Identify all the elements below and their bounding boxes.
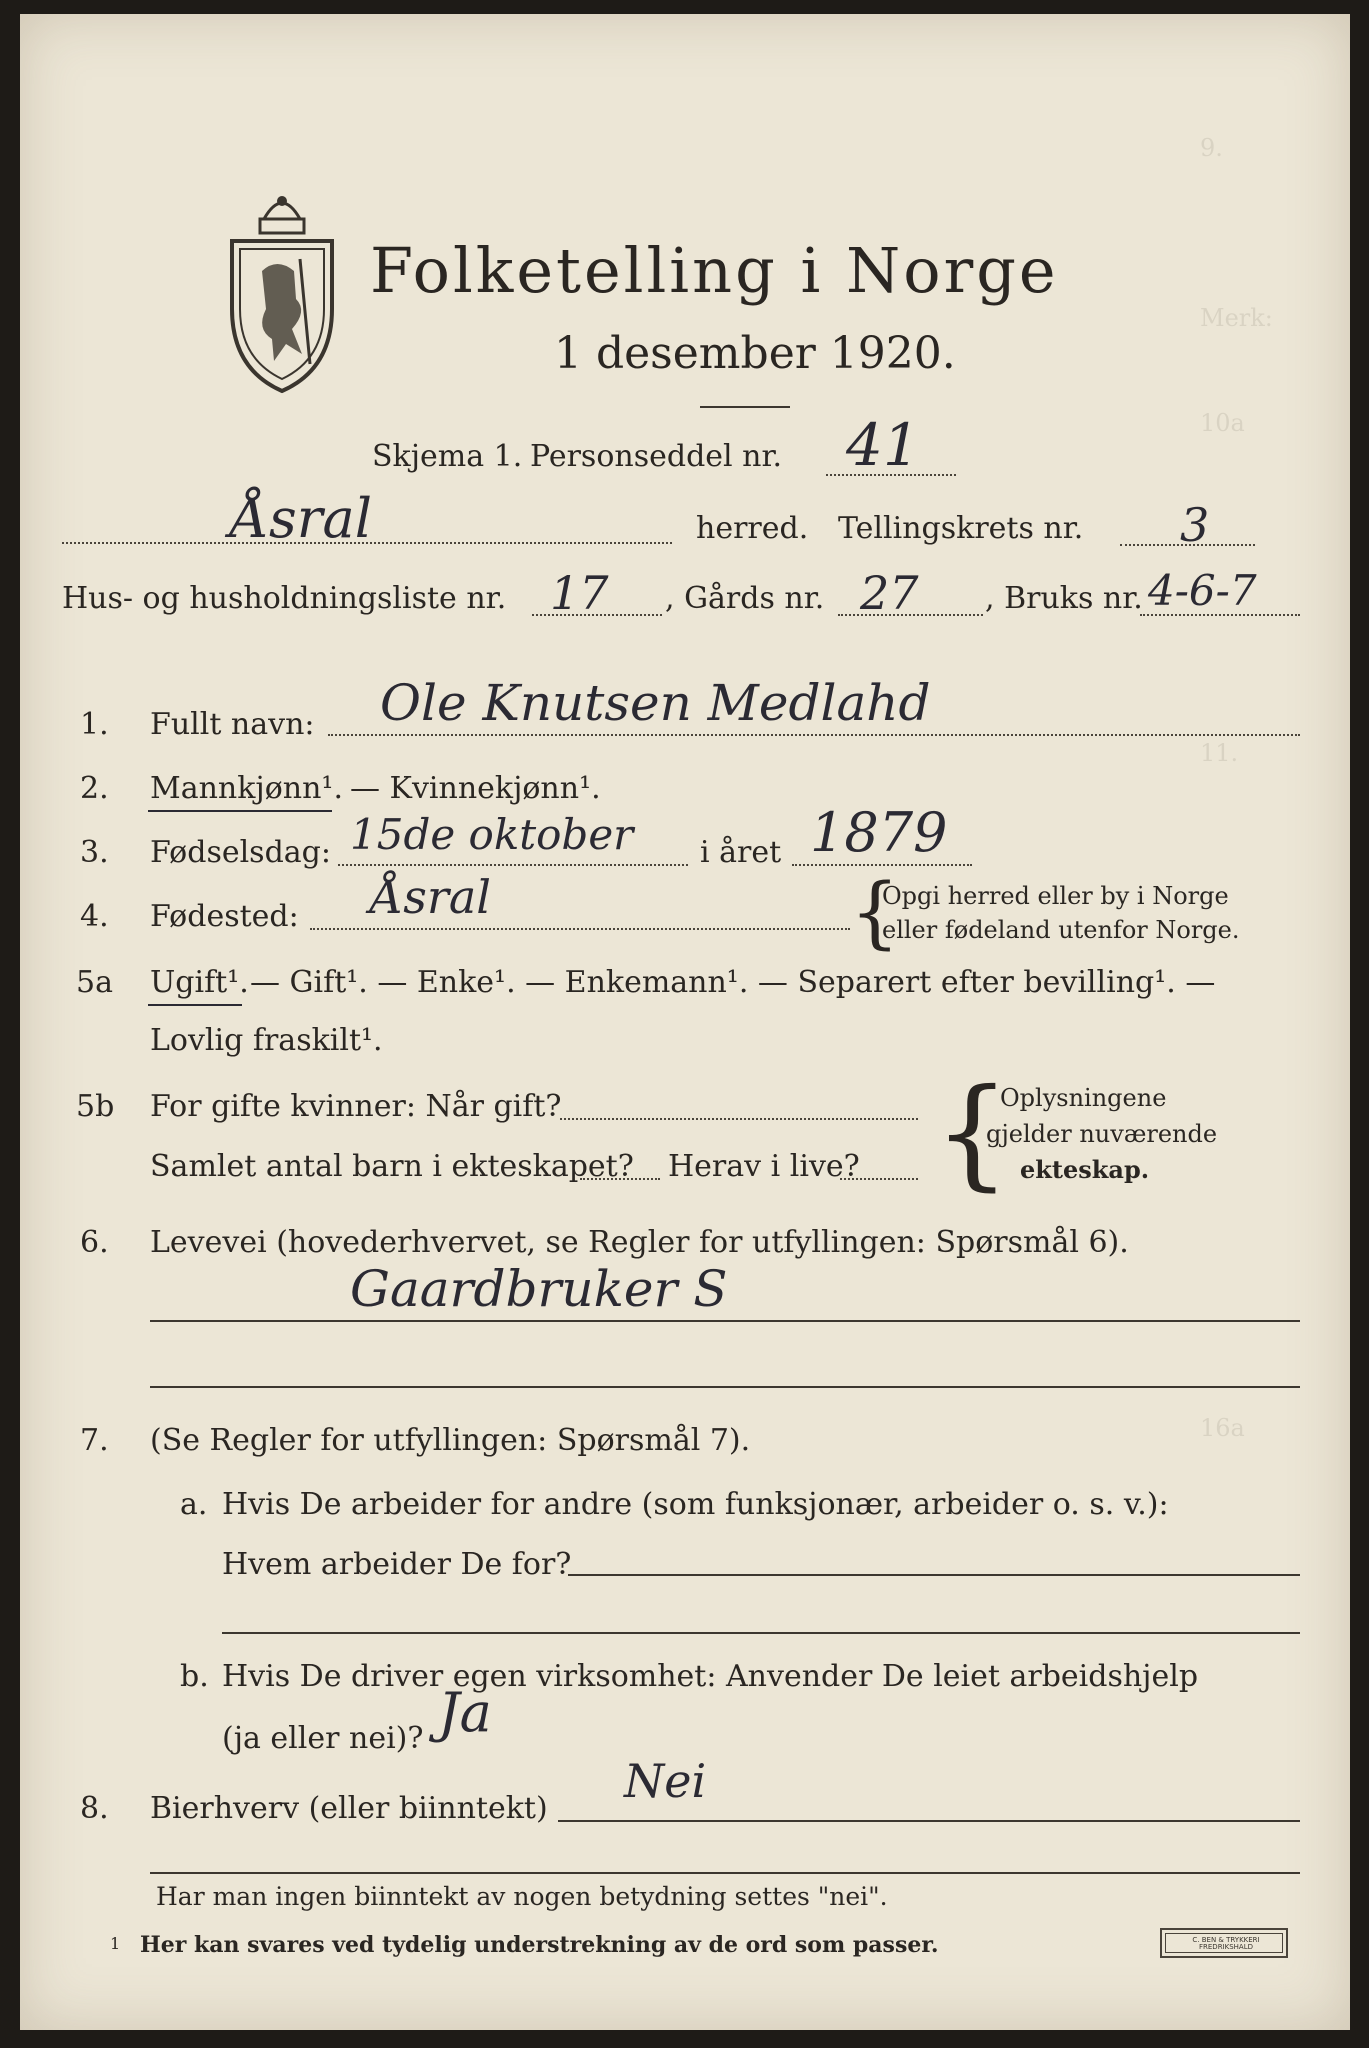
q5b-alive-label: Herav i live? [668,1149,860,1184]
q5b-note-3: ekteskap. [1020,1155,1150,1184]
q5a-options: — Gift¹. — Enke¹. — Enkemann¹. — Separert efter bevilling¹. — [250,965,1216,1000]
q2-female-option: — Kvinnekjønn¹. [350,771,601,806]
personseddel-value[interactable]: 41 [846,411,920,479]
q6-field-line [150,1320,1300,1322]
q6-field-line-2 [150,1386,1300,1388]
q5b-alive-line [840,1178,918,1180]
q8-field-line [558,1820,1300,1822]
q7a-employer-line-2 [222,1632,1300,1634]
q6-number: 6. [80,1225,109,1260]
q4-number: 4. [80,899,109,934]
q7b-letter: b. [180,1659,209,1694]
q5b-note-2: gjelder nuværende [986,1120,1218,1148]
q4-brace: { [850,868,900,958]
q8-field-line-2 [150,1872,1300,1874]
q7b-yes-no-label: (ja eller nei)? [222,1721,424,1756]
bleed-through: 9. [1200,134,1223,162]
q7-number: 7. [80,1423,109,1458]
q4-note-1: Opgi herred eller by i Norge [882,882,1229,910]
q7a-letter: a. [180,1487,208,1522]
q3-number: 3. [80,835,109,870]
q5b-note-1: Oplysningene [1000,1084,1167,1112]
coat-of-arms-icon [222,179,342,399]
note-text: Har man ingen biinntekt av nogen betydning settes "nei". [156,1882,888,1911]
bruks-label: , Bruks nr. [985,581,1143,616]
q5b-children-label: Samlet antal barn i ekteskapet? [150,1149,634,1184]
bleed-through: Merk: [1200,304,1273,332]
gards-value[interactable]: 27 [860,566,919,620]
herred-label: herred. [696,511,809,546]
q2-number: 2. [80,771,109,806]
q5b-married-when-label: For gifte kvinner: Når gift? [150,1089,562,1124]
birthdate-value[interactable]: 15de oktober [350,810,634,859]
q5a-unmarried-option: Ugift¹. [150,965,249,1000]
full-name-value[interactable]: Ole Knutsen Medlahd [380,674,931,732]
q7a-employer-label: Hvem arbeider De for? [222,1547,572,1582]
form-date: 1 desember 1920. [554,328,956,379]
q8-label: Bierhverv (eller biinntekt) [150,1791,548,1826]
occupation-value[interactable]: Gaardbruker S [350,1260,728,1318]
q7a-employer-line [568,1574,1300,1576]
q1-field-line [328,734,1300,736]
hired-help-value[interactable]: Ja [438,1681,492,1744]
q8-number: 8. [80,1791,109,1826]
census-form-page [20,14,1350,2030]
hus-value[interactable]: 17 [550,566,609,620]
q3-year-label: i året [700,835,782,870]
q5a-unmarried-underline [148,1004,242,1006]
footnote-mark: 1 [110,1934,121,1953]
q7a-question: Hvis De arbeider for andre (som funksjonær, arbeider o. s. v.): [222,1487,1169,1522]
birth-year-value[interactable]: 1879 [810,801,948,864]
q3-field-line [338,864,688,866]
q1-number: 1. [80,707,109,742]
footnote-text: Her kan svares ved tydelig understrekning av de ord som passer. [140,1932,939,1958]
bleed-through: 11. [1200,739,1239,767]
herred-value[interactable]: Åsral [230,487,372,550]
q5b-married-when-line [560,1118,918,1120]
form-title: Folketelling i Norge [370,234,1059,307]
q5b-number: 5b [76,1089,115,1124]
q3-year-field-line [792,864,972,866]
q2-male-underline [148,810,332,812]
bruks-value[interactable]: 4-6-7 [1148,566,1257,615]
q7-label: (Se Regler for utfyllingen: Spørsmål 7). [150,1423,751,1458]
q4-label: Fødested: [150,899,299,934]
birthplace-value[interactable]: Åsral [370,870,491,924]
q2-male-option: Mannkjønn¹. [150,771,343,806]
q3-label: Fødselsdag: [150,835,331,870]
gards-label: , Gårds nr. [665,581,825,616]
q6-label: Levevei (hovederhvervet, se Regler for utfyllingen: Spørsmål 6). [150,1225,1129,1260]
q4-note-2: eller fødeland utenfor Norge. [882,916,1240,944]
hus-label: Hus- og husholdningsliste nr. [62,581,507,616]
tellingskrets-label: Tellingskrets nr. [838,511,1084,546]
printer-stamp-text: C. BEN & TRYKKERI FREDRIKSHALD [1192,1936,1260,1951]
side-income-value[interactable]: Nei [624,1754,707,1808]
q7b-question: Hvis De driver egen virksomhet: Anvender De leiet arbeidshjelp [222,1659,1199,1694]
divider [700,406,790,408]
tellingskrets-value[interactable]: 3 [1180,498,1210,552]
q5a-divorced-option: Lovlig fraskilt¹. [150,1023,383,1058]
q5a-number: 5a [76,965,113,1000]
q1-label: Fullt navn: [150,707,315,742]
q5b-children-line [580,1178,660,1180]
printer-stamp [1160,1928,1288,1958]
personseddel-label: Personseddel nr. [530,439,783,474]
bleed-through: 10a [1200,409,1245,437]
q5b-brace: { [934,1064,1011,1203]
schema-label: Skjema 1. [372,439,523,474]
bleed-through: 16a [1200,1414,1245,1442]
q4-field-line [310,928,850,930]
